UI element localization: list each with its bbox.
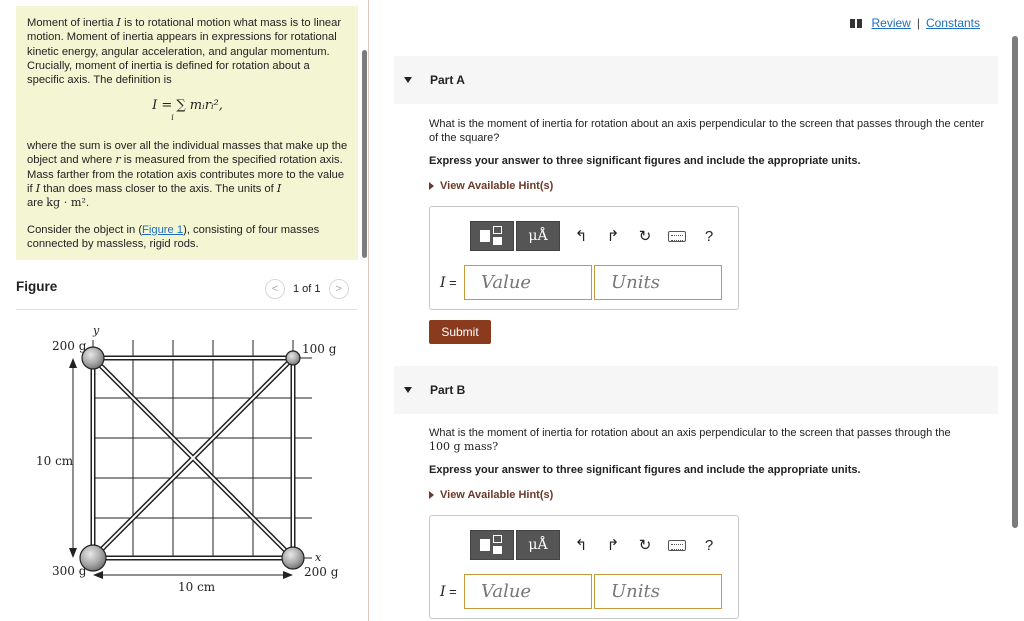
part-a-hint-label: View Available Hint(s) — [440, 180, 554, 192]
undo-button[interactable] — [566, 536, 596, 554]
intro-text: is measured from the specified rotation axis. Mass farther from the rotation axis contributes more to the value if — [27, 154, 345, 195]
part-b-variable-label — [440, 584, 457, 600]
intro-text: ), consisting of four masses connected by massless, rigid rods. — [27, 223, 320, 250]
figure-diagram — [16, 318, 346, 608]
help-button[interactable] — [694, 228, 724, 245]
inertia-formula — [27, 99, 348, 125]
figure-title: Figure — [16, 279, 58, 294]
constants-link[interactable]: Constants — [925, 16, 980, 30]
part-a-value-input[interactable]: Value — [464, 265, 592, 300]
label-top-left-mass: 200 g — [52, 339, 87, 353]
variable-symbol: I — [440, 584, 446, 600]
intro-paragraph-1 — [27, 16, 348, 87]
symbol-I: I — [276, 181, 282, 195]
intro-text: Moment of inertia — [27, 17, 117, 29]
label-bottom-left-mass: 300 g — [52, 564, 87, 578]
part-b-question — [429, 426, 989, 454]
caret-right-icon — [429, 182, 434, 190]
mass-bottom-right — [282, 547, 304, 569]
figure-pager — [265, 278, 349, 300]
book-icon — [850, 19, 862, 28]
symbol-I: I — [35, 181, 41, 195]
mu-angstrom-icon: μÅ — [528, 537, 548, 553]
intro-text: is to rotational motion what mass is to linear motion. Moment of inertia appears in expressions for rotational kinetic energy, angular acceleration, and angular momentum. Crucially, moment of inertia is defined for rotation about a specific axis. The definition is — [27, 17, 342, 87]
part-b-toolbar — [470, 530, 724, 560]
chevron-right-icon: > — [335, 283, 342, 295]
intro-text: Consider the object in ( — [27, 223, 143, 236]
part-b-hint-label: View Available Hint(s) — [440, 489, 554, 501]
chevron-left-icon: < — [271, 283, 279, 295]
part-a-instruction: Express your answer to three significant figures and include the appropriate units. — [429, 155, 861, 167]
next-figure-button[interactable] — [329, 279, 349, 299]
rods — [93, 358, 293, 558]
part-a-units-input[interactable]: Units — [594, 265, 722, 300]
top-links — [850, 16, 980, 30]
review-link[interactable]: Review — [871, 16, 911, 30]
undo-icon: ↰ — [574, 537, 588, 554]
part-a-toolbar — [470, 221, 724, 251]
intro-text: than does mass closer to the axis. The units of — [40, 182, 277, 195]
keyboard-button[interactable] — [662, 540, 692, 551]
part-b-answer-box — [429, 515, 739, 619]
intro-text: are — [27, 197, 47, 210]
templates-icon — [478, 226, 506, 246]
part-b-instruction: Express your answer to three significant figures and include the appropriate units. — [429, 464, 861, 476]
intro-paragraph-3 — [27, 223, 348, 252]
pager-text: 1 of 1 — [293, 283, 321, 295]
units-button[interactable] — [516, 530, 560, 560]
undo-icon: ↰ — [574, 228, 588, 245]
part-a-hint-toggle[interactable] — [429, 180, 553, 192]
formula-subscript: i — [171, 112, 174, 122]
part-a-title: Part A — [430, 73, 465, 87]
undo-button[interactable] — [566, 227, 596, 245]
equals-sign: = — [445, 275, 457, 290]
part-a-header[interactable] — [394, 56, 998, 104]
prev-figure-button[interactable] — [265, 279, 285, 299]
redo-button[interactable] — [598, 536, 628, 554]
redo-button[interactable] — [598, 227, 628, 245]
right-panel — [370, 0, 1024, 621]
caret-right-icon — [429, 491, 434, 499]
intro-text: where the sum is over all the individual masses that make up the object and where — [27, 140, 348, 167]
part-a-variable-label — [440, 275, 457, 291]
mu-angstrom-icon: μÅ — [528, 228, 548, 244]
figure-link[interactable]: Figure 1 — [142, 223, 184, 236]
right-scrollbar[interactable] — [1012, 36, 1018, 528]
part-a-submit-button[interactable]: Submit — [429, 320, 491, 344]
keyboard-button[interactable] — [662, 231, 692, 242]
reset-button[interactable] — [630, 227, 660, 245]
label-top-right-mass: 100 g — [302, 342, 337, 356]
part-a-answer-box — [429, 206, 739, 310]
label-bottom-right-mass: 200 g — [304, 565, 339, 579]
collapse-triangle-icon — [404, 77, 412, 83]
variable-symbol: I — [440, 275, 446, 291]
keyboard-icon — [668, 231, 686, 242]
label-y-axis: y — [93, 324, 100, 337]
part-b-title: Part B — [430, 383, 466, 397]
label-x-axis: x — [315, 551, 322, 564]
label-height: 10 cm — [36, 454, 74, 468]
part-b-value-input[interactable]: Value — [464, 574, 592, 609]
panel-divider — [368, 0, 369, 621]
reset-icon: ↻ — [638, 228, 652, 245]
intro-text: . — [85, 197, 90, 210]
mass-top-right — [286, 351, 300, 365]
reset-button[interactable] — [630, 536, 660, 554]
templates-button[interactable] — [470, 221, 514, 251]
figure-divider — [16, 309, 357, 310]
formula-text: I = ∑ mᵢrᵢ², — [152, 98, 223, 114]
templates-button[interactable] — [470, 530, 514, 560]
units-button[interactable] — [516, 221, 560, 251]
collapse-triangle-icon — [404, 387, 412, 393]
left-panel — [0, 0, 368, 621]
intro-box — [16, 6, 358, 260]
link-separator: | — [916, 16, 920, 30]
part-b-hint-toggle[interactable] — [429, 489, 553, 501]
help-icon: ? — [704, 227, 714, 245]
figure-header — [16, 278, 358, 302]
part-b-question-text: What is the moment of inertia for rotation about an axis perpendicular to the screen that passes through the — [429, 427, 951, 439]
label-width: 10 cm — [178, 580, 216, 594]
part-b-header[interactable] — [394, 366, 998, 414]
help-button[interactable] — [694, 537, 724, 554]
reset-icon: ↻ — [638, 537, 652, 554]
templates-icon — [478, 535, 506, 555]
part-b-units-input[interactable]: Units — [594, 574, 722, 609]
intro-paragraph-2 — [27, 139, 348, 210]
left-scrollbar[interactable] — [362, 50, 367, 258]
width-arrow — [93, 571, 293, 579]
equals-sign: = — [445, 584, 457, 599]
symbol-I: I — [116, 16, 121, 29]
redo-icon: ↱ — [606, 228, 620, 245]
part-a-question: What is the moment of inertia for rotation about an axis perpendicular to the screen that passes through the center of the square? — [429, 118, 985, 144]
units-text: kg · m² — [46, 196, 86, 210]
help-icon: ? — [704, 536, 714, 554]
redo-icon: ↱ — [606, 537, 620, 554]
keyboard-icon — [668, 540, 686, 551]
symbol-r: r — [115, 153, 121, 167]
part-b-question-mass: 100 g mass? — [429, 440, 499, 453]
